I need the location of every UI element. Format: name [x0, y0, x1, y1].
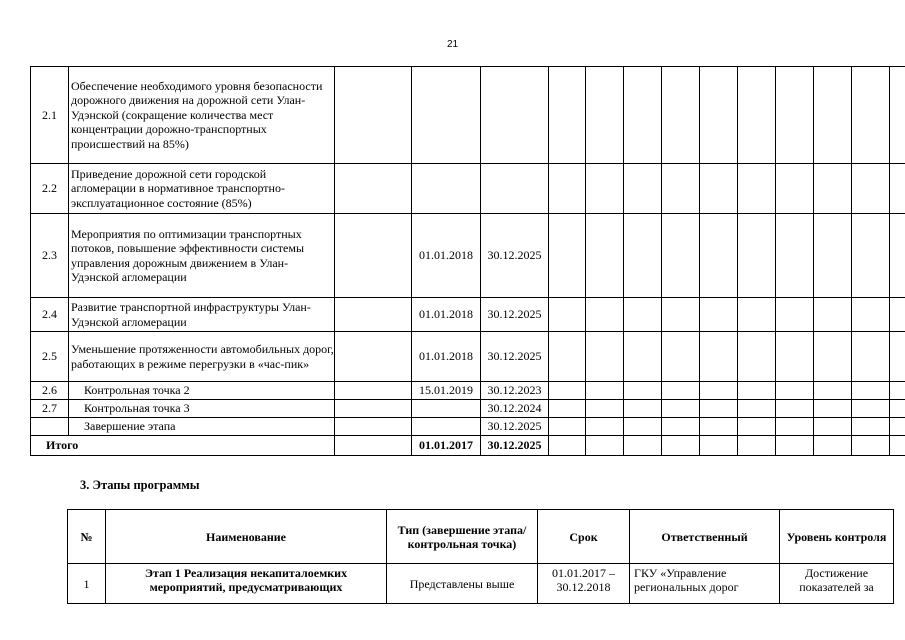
row-responsible — [335, 164, 412, 214]
period-cell — [852, 298, 890, 332]
total-start-date: 01.01.2017 — [412, 436, 481, 456]
row-name: Уменьшение протяженности автомобильных дорог, работающих в режиме перегрузки в «час-пик» — [69, 332, 335, 382]
period-cell — [852, 214, 890, 298]
row-responsible — [335, 298, 412, 332]
period-cell — [700, 214, 738, 298]
period-cell — [700, 298, 738, 332]
row-end-date: 30.12.2025 — [481, 332, 549, 382]
period-cell — [700, 67, 738, 164]
period-cell — [776, 382, 814, 400]
period-cell — [814, 332, 852, 382]
period-cell — [549, 400, 586, 418]
row-number: 2.4 — [31, 298, 69, 332]
table-row — [31, 164, 905, 214]
period-cell — [738, 67, 776, 164]
period-cell — [852, 382, 890, 400]
period-cell — [852, 332, 890, 382]
header-level: Уровень контроля — [780, 510, 894, 564]
stage-term: 01.01.2017 – 30.12.2018 — [538, 564, 630, 604]
period-cell — [662, 418, 700, 436]
row-start-date — [412, 164, 481, 214]
row-responsible — [335, 214, 412, 298]
header-num: № — [68, 510, 106, 564]
row-responsible — [335, 418, 412, 436]
period-cell — [776, 400, 814, 418]
period-cell — [890, 332, 905, 382]
period-cell — [852, 164, 890, 214]
row-end-date — [481, 164, 549, 214]
period-cell — [549, 436, 586, 456]
table-row — [31, 298, 905, 332]
plan-table — [30, 66, 905, 456]
period-cell — [662, 332, 700, 382]
row-name: Обеспечение необходимого уровня безопасности дорожного движения на дорожной сети Улан-Удэнской (сокращение количества мест концентрации дорожно-транспортных происшествий на 85%) — [69, 67, 335, 164]
period-cell — [776, 418, 814, 436]
period-cell — [738, 436, 776, 456]
period-cell — [662, 436, 700, 456]
period-cell — [776, 298, 814, 332]
row-start-date — [412, 67, 481, 164]
stage-responsible: ГКУ «Управление региональных дорог — [630, 564, 780, 604]
table-row — [31, 382, 905, 400]
period-cell — [738, 214, 776, 298]
row-start-date — [412, 400, 481, 418]
period-cell — [738, 418, 776, 436]
period-cell — [662, 67, 700, 164]
period-cell — [852, 400, 890, 418]
period-cell — [814, 67, 852, 164]
row-name: Контрольная точка 3 — [69, 400, 335, 418]
period-cell — [549, 418, 586, 436]
row-responsible — [335, 332, 412, 382]
period-cell — [814, 418, 852, 436]
period-cell — [738, 298, 776, 332]
period-cell — [814, 436, 852, 456]
total-row — [31, 436, 905, 456]
period-cell — [662, 400, 700, 418]
period-cell — [586, 67, 624, 164]
period-cell — [586, 214, 624, 298]
period-cell — [700, 418, 738, 436]
period-cell — [549, 298, 586, 332]
period-cell — [700, 164, 738, 214]
row-number: 2.3 — [31, 214, 69, 298]
row-name: Развитие транспортной инфраструктуры Улан-Удэнской агломерации — [69, 298, 335, 332]
period-cell — [549, 67, 586, 164]
period-cell — [814, 298, 852, 332]
stage-level: Достижение показателей за — [780, 564, 894, 604]
period-cell — [624, 214, 662, 298]
period-cell — [776, 164, 814, 214]
row-number: 2.1 — [31, 67, 69, 164]
row-name: Приведение дорожной сети городской агломерации в нормативное транспортно-эксплуатационное состояние (85%) — [69, 164, 335, 214]
period-cell — [586, 400, 624, 418]
period-cell — [549, 164, 586, 214]
table-row — [31, 332, 905, 382]
row-start-date: 01.01.2018 — [412, 332, 481, 382]
row-number: 2.6 — [31, 382, 69, 400]
period-cell — [662, 382, 700, 400]
period-cell — [776, 436, 814, 456]
row-start-date — [412, 418, 481, 436]
period-cell — [662, 298, 700, 332]
stages-table — [67, 509, 894, 604]
period-cell — [890, 382, 905, 400]
row-name: Мероприятия по оптимизации транспортных потоков, повышение эффективности системы управления дорожным движением в Улан-Удэнской агломерации — [69, 214, 335, 298]
stage-num: 1 — [68, 564, 106, 604]
row-start-date: 15.01.2019 — [412, 382, 481, 400]
period-cell — [890, 214, 905, 298]
row-responsible — [335, 382, 412, 400]
total-end-date: 30.12.2025 — [481, 436, 549, 456]
header-term: Срок — [538, 510, 630, 564]
period-cell — [776, 332, 814, 382]
period-cell — [586, 332, 624, 382]
period-cell — [624, 418, 662, 436]
period-cell — [700, 382, 738, 400]
period-cell — [814, 164, 852, 214]
row-end-date: 30.12.2024 — [481, 400, 549, 418]
period-cell — [738, 400, 776, 418]
header-type: Тип (завершение этапа/контрольная точка) — [387, 510, 538, 564]
period-cell — [852, 436, 890, 456]
period-cell — [700, 332, 738, 382]
period-cell — [549, 214, 586, 298]
row-end-date: 30.12.2025 — [481, 298, 549, 332]
period-cell — [549, 332, 586, 382]
header-name: Наименование — [106, 510, 387, 564]
row-responsible — [335, 436, 412, 456]
period-cell — [624, 298, 662, 332]
period-cell — [624, 400, 662, 418]
period-cell — [624, 164, 662, 214]
period-cell — [738, 382, 776, 400]
row-start-date: 01.01.2018 — [412, 214, 481, 298]
period-cell — [586, 436, 624, 456]
row-end-date: 30.12.2023 — [481, 382, 549, 400]
period-cell — [624, 332, 662, 382]
period-cell — [890, 436, 905, 456]
period-cell — [814, 382, 852, 400]
period-cell — [776, 67, 814, 164]
period-cell — [624, 67, 662, 164]
table-row — [31, 418, 905, 436]
row-number — [31, 418, 69, 436]
period-cell — [776, 214, 814, 298]
period-cell — [890, 67, 905, 164]
row-name: Завершение этапа — [69, 418, 335, 436]
period-cell — [890, 164, 905, 214]
period-cell — [624, 382, 662, 400]
row-start-date: 01.01.2018 — [412, 298, 481, 332]
row-end-date — [481, 67, 549, 164]
period-cell — [890, 418, 905, 436]
period-cell — [852, 418, 890, 436]
period-cell — [586, 164, 624, 214]
row-number: 2.2 — [31, 164, 69, 214]
stage-type: Представлены выше — [387, 564, 538, 604]
period-cell — [890, 298, 905, 332]
row-number: 2.5 — [31, 332, 69, 382]
table-row — [31, 214, 905, 298]
period-cell — [700, 400, 738, 418]
period-cell — [700, 436, 738, 456]
period-cell — [549, 382, 586, 400]
table-row — [31, 400, 905, 418]
table-row — [31, 67, 905, 164]
total-label: Итого — [31, 436, 335, 456]
period-cell — [852, 67, 890, 164]
row-responsible — [335, 400, 412, 418]
period-cell — [586, 418, 624, 436]
section-title: 3. Этапы программы — [80, 478, 200, 492]
row-end-date: 30.12.2025 — [481, 418, 549, 436]
period-cell — [814, 400, 852, 418]
period-cell — [890, 400, 905, 418]
row-number: 2.7 — [31, 400, 69, 418]
stage-name: Этап 1 Реализация некапиталоемких мероприятий, предусматривающих — [106, 564, 387, 604]
period-cell — [586, 298, 624, 332]
row-end-date: 30.12.2025 — [481, 214, 549, 298]
period-cell — [662, 164, 700, 214]
page-number: 21 — [446, 39, 459, 50]
period-cell — [586, 382, 624, 400]
period-cell — [738, 164, 776, 214]
period-cell — [662, 214, 700, 298]
header-responsible: Ответственный — [630, 510, 780, 564]
period-cell — [814, 214, 852, 298]
period-cell — [738, 332, 776, 382]
period-cell — [624, 436, 662, 456]
row-responsible — [335, 67, 412, 164]
row-name: Контрольная точка 2 — [69, 382, 335, 400]
